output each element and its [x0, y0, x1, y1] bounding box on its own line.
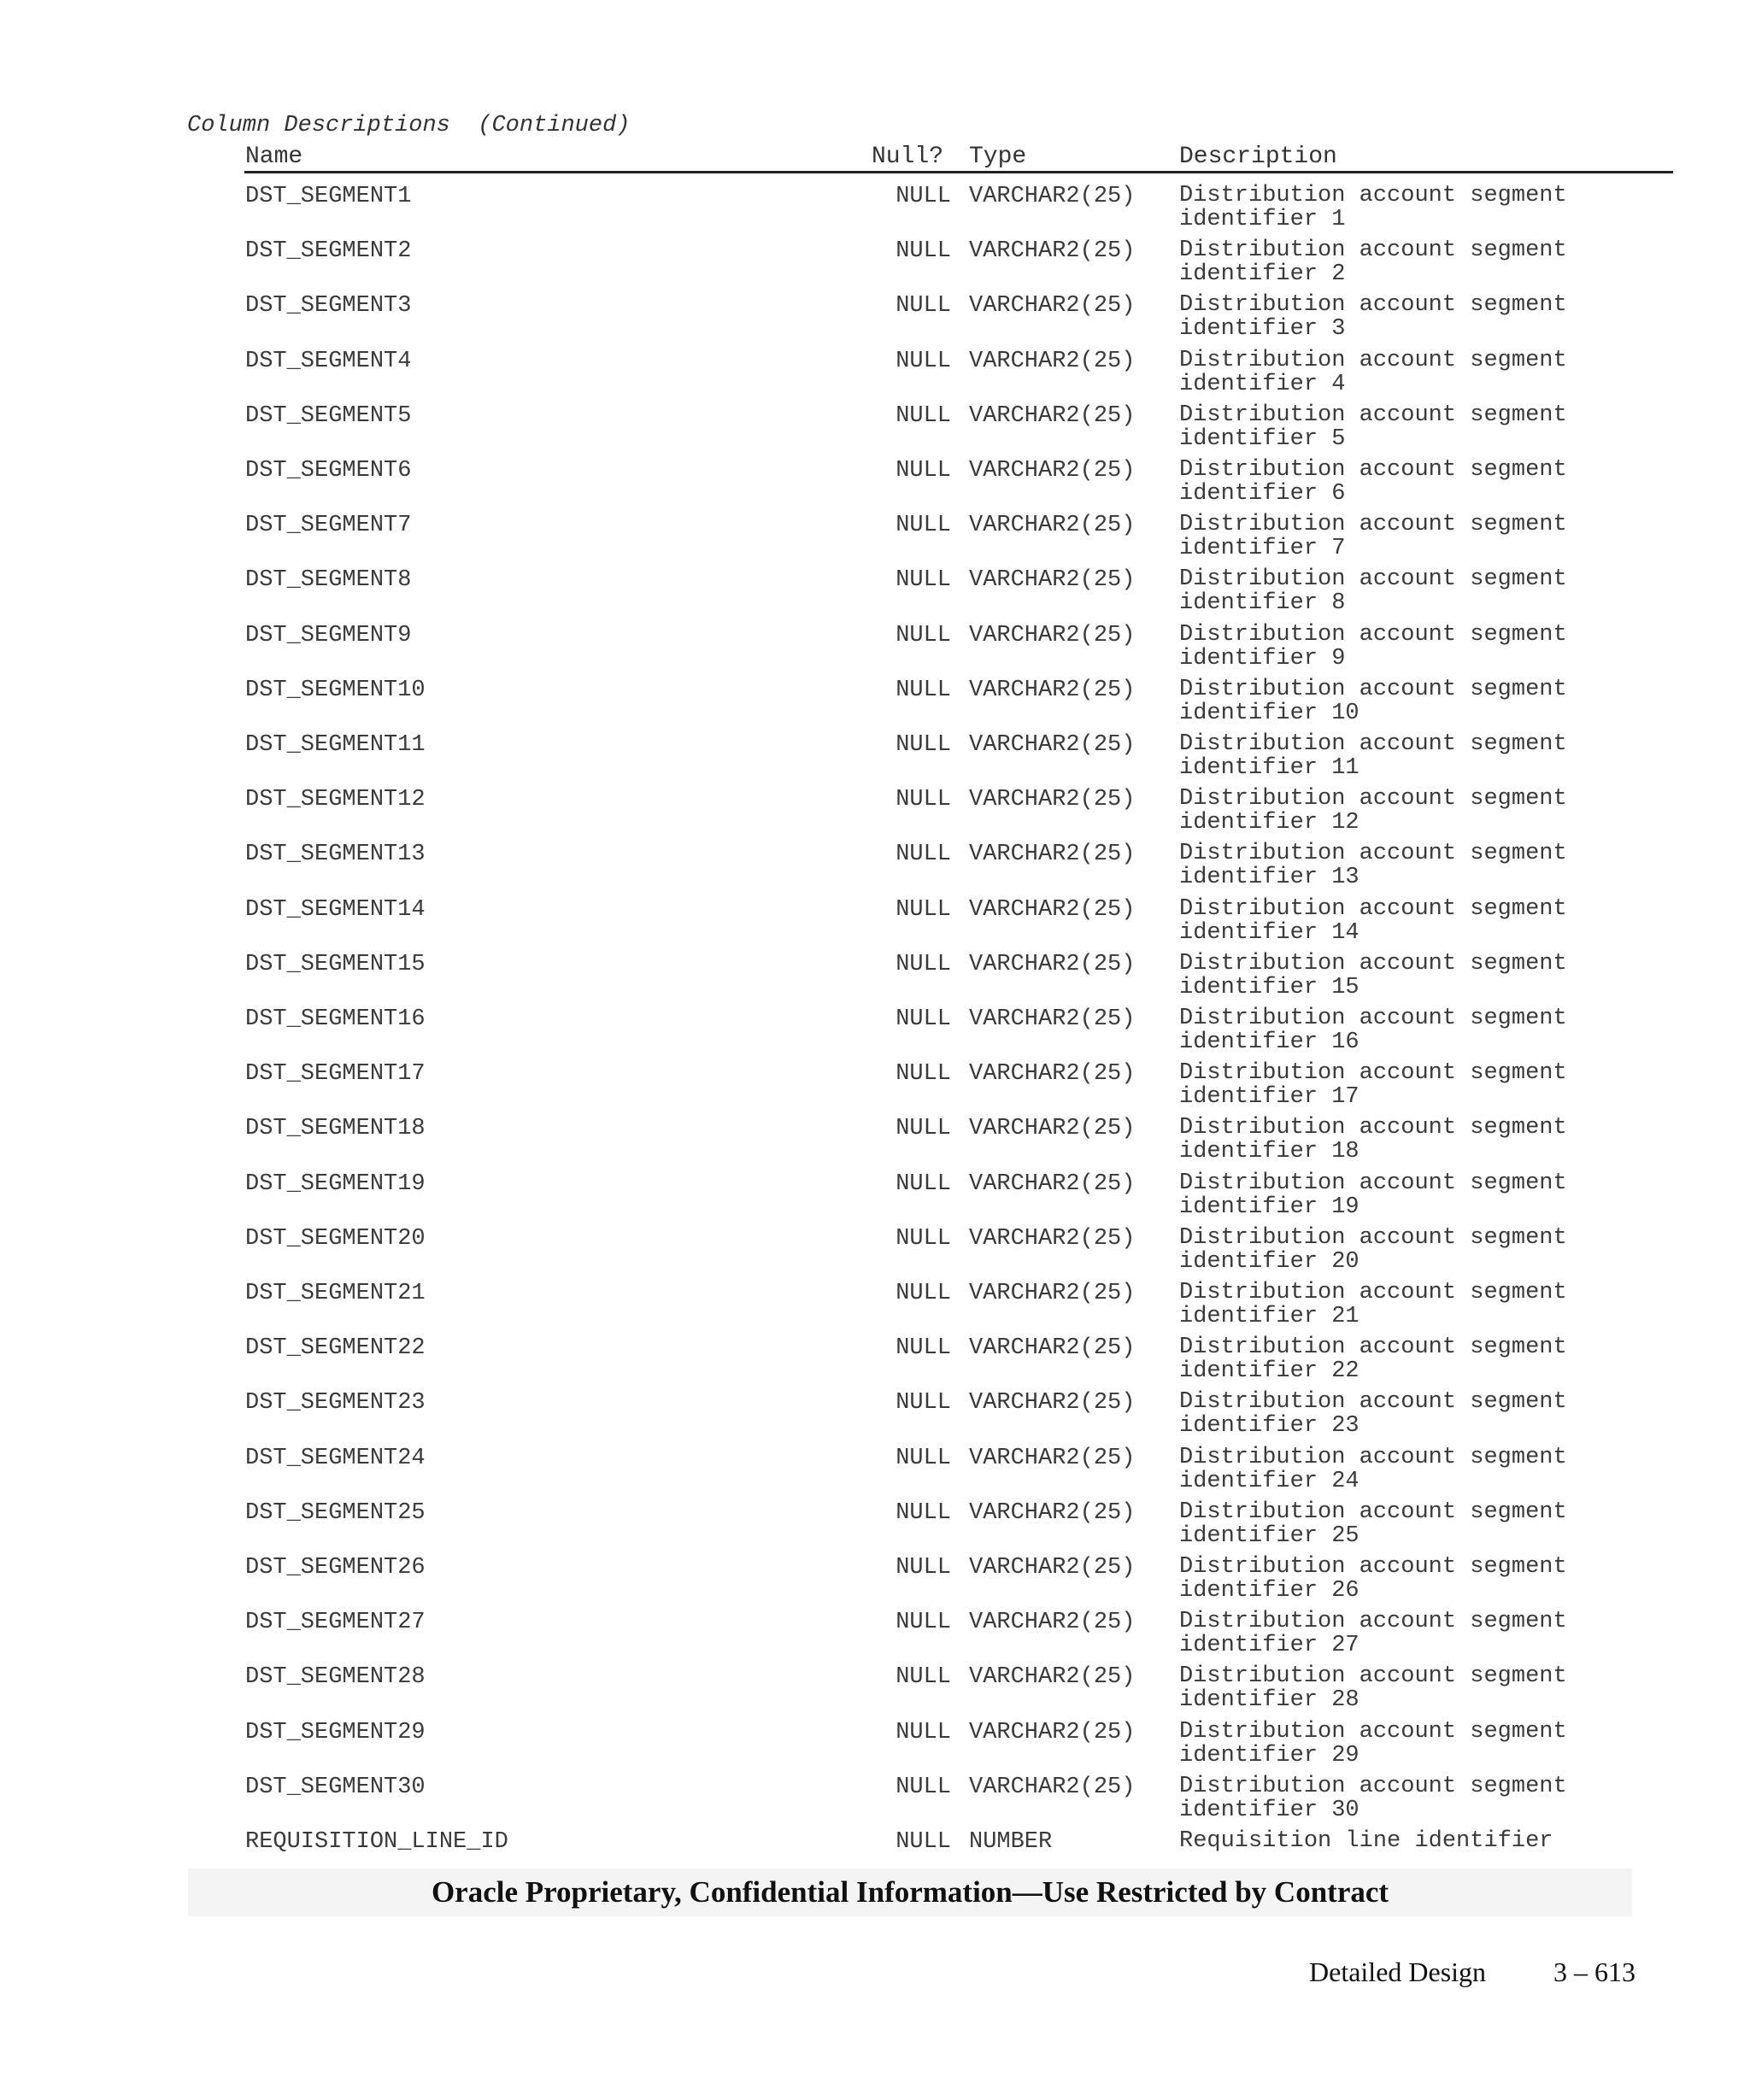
- cell-description: Distribution account segment identifier 15: [1179, 950, 1567, 1000]
- cell-description: Distribution account segment identifier 12: [1179, 786, 1567, 836]
- cell-type: VARCHAR2(25): [969, 348, 1136, 374]
- cell-description: Distribution account segment identifier 13: [1179, 841, 1567, 891]
- cell-name: DST_SEGMENT27: [245, 1610, 426, 1636]
- cell-type: VARCHAR2(25): [969, 951, 1136, 977]
- cell-description: Distribution account segment identifier 27: [1179, 1609, 1567, 1659]
- cell-null: NULL: [896, 1499, 951, 1526]
- cell-name: DST_SEGMENT22: [245, 1335, 426, 1362]
- cell-type: VARCHAR2(25): [969, 1664, 1136, 1691]
- table-row: [0, 349, 1750, 400]
- cell-name: DST_SEGMENT18: [245, 1116, 426, 1142]
- cell-null: NULL: [896, 1664, 951, 1691]
- cell-name: DST_SEGMENT21: [245, 1281, 426, 1306]
- cell-name: DST_SEGMENT4: [245, 348, 412, 374]
- cell-type: VARCHAR2(25): [969, 184, 1136, 209]
- cell-null: NULL: [896, 567, 951, 594]
- cell-name: DST_SEGMENT3: [245, 293, 412, 320]
- table-row: [0, 678, 1750, 729]
- table-row: [0, 1610, 1750, 1661]
- cell-null: NULL: [896, 1225, 951, 1252]
- cell-null: NULL: [896, 1445, 951, 1471]
- cell-null: NULL: [896, 1774, 951, 1800]
- cell-type: VARCHAR2(25): [969, 1061, 1136, 1088]
- cell-description: Distribution account segment identifier 19: [1179, 1170, 1567, 1220]
- cell-description: Distribution account segment identifier 14: [1179, 895, 1567, 946]
- cell-type: VARCHAR2(25): [969, 1719, 1136, 1745]
- cell-type: VARCHAR2(25): [969, 1774, 1136, 1800]
- cell-description: Distribution account segment identifier 7: [1179, 512, 1567, 562]
- table-caption: Column Descriptions (Continued): [187, 113, 631, 138]
- table-row: [0, 1500, 1750, 1552]
- cell-name: DST_SEGMENT8: [245, 567, 412, 594]
- table-row: [0, 567, 1750, 619]
- header-null: Null?: [872, 144, 944, 170]
- cell-type: VARCHAR2(25): [969, 787, 1136, 813]
- cell-name: DST_SEGMENT20: [245, 1225, 426, 1252]
- cell-name: DST_SEGMENT17: [245, 1061, 426, 1088]
- confidentiality-banner: [188, 1868, 1632, 1916]
- cell-type: VARCHAR2(25): [969, 1225, 1136, 1252]
- cell-null: NULL: [896, 1719, 951, 1745]
- cell-null: NULL: [896, 402, 951, 429]
- cell-description: Distribution account segment identifier 24: [1179, 1444, 1567, 1494]
- cell-name: DST_SEGMENT2: [245, 238, 412, 265]
- table-row: [0, 897, 1750, 948]
- cell-type: VARCHAR2(25): [969, 567, 1136, 594]
- cell-null: NULL: [896, 1281, 951, 1306]
- cell-description: Distribution account segment identifier 2: [1179, 238, 1567, 288]
- cell-name: DST_SEGMENT16: [245, 1006, 426, 1032]
- cell-description: Distribution account segment identifier 26: [1179, 1554, 1567, 1604]
- table-row: [0, 1390, 1750, 1441]
- table-row: [0, 293, 1750, 344]
- cell-name: DST_SEGMENT30: [245, 1774, 426, 1800]
- table-row: [0, 458, 1750, 509]
- table-row: [0, 1446, 1750, 1497]
- cell-null: NULL: [896, 1390, 951, 1417]
- cell-null: NULL: [896, 513, 951, 539]
- cell-type: VARCHAR2(25): [969, 622, 1136, 648]
- cell-description: Distribution account segment identifier 11: [1179, 731, 1567, 781]
- cell-null: NULL: [896, 1335, 951, 1362]
- cell-null: NULL: [896, 184, 951, 209]
- table-row: [0, 1335, 1750, 1387]
- cell-name: DST_SEGMENT26: [245, 1555, 426, 1581]
- cell-null: NULL: [896, 238, 951, 265]
- cell-name: DST_SEGMENT5: [245, 402, 412, 429]
- cell-null: NULL: [896, 896, 951, 923]
- cell-type: VARCHAR2(25): [969, 1610, 1136, 1636]
- cell-name: REQUISITION_LINE_ID: [245, 1829, 508, 1855]
- cell-null: NULL: [896, 787, 951, 813]
- cell-name: DST_SEGMENT15: [245, 951, 426, 977]
- cell-type: VARCHAR2(25): [969, 402, 1136, 429]
- cell-description: Distribution account segment identifier 17: [1179, 1060, 1567, 1111]
- table-row: [0, 787, 1750, 838]
- cell-type: VARCHAR2(25): [969, 1006, 1136, 1032]
- footer-page-number: 3 – 613: [1553, 1956, 1635, 1987]
- header-rule: [244, 171, 1673, 173]
- cell-null: NULL: [896, 951, 951, 977]
- cell-type: VARCHAR2(25): [969, 896, 1136, 923]
- cell-description: Distribution account segment identifier 21: [1179, 1280, 1567, 1329]
- cell-type: VARCHAR2(25): [969, 1445, 1136, 1471]
- table-row: [0, 732, 1750, 783]
- cell-null: NULL: [896, 348, 951, 374]
- table-row: [0, 842, 1750, 893]
- cell-description: Distribution account segment identifier 9: [1179, 621, 1567, 672]
- cell-null: NULL: [896, 458, 951, 484]
- cell-name: DST_SEGMENT28: [245, 1664, 426, 1691]
- cell-type: VARCHAR2(25): [969, 513, 1136, 539]
- header-name: Name: [245, 144, 303, 170]
- cell-null: NULL: [896, 293, 951, 320]
- cell-description: Distribution account segment identifier 25: [1179, 1499, 1567, 1549]
- cell-name: DST_SEGMENT12: [245, 787, 426, 813]
- table-row: [0, 952, 1750, 1003]
- cell-null: NULL: [896, 1829, 951, 1855]
- cell-type: VARCHAR2(25): [969, 1116, 1136, 1142]
- cell-name: DST_SEGMENT1: [245, 184, 412, 209]
- table-row: [0, 513, 1750, 564]
- cell-null: NULL: [896, 622, 951, 648]
- cell-name: DST_SEGMENT24: [245, 1445, 426, 1471]
- table-row: [0, 623, 1750, 674]
- cell-type: NUMBER: [969, 1829, 1053, 1855]
- table-row: [0, 1061, 1750, 1112]
- cell-null: NULL: [896, 1061, 951, 1088]
- cell-type: VARCHAR2(25): [969, 1335, 1136, 1362]
- table-row: [0, 403, 1750, 455]
- cell-type: VARCHAR2(25): [969, 458, 1136, 484]
- cell-type: VARCHAR2(25): [969, 1499, 1136, 1526]
- cell-type: VARCHAR2(25): [969, 1390, 1136, 1417]
- cell-description: Distribution account segment identifier 3: [1179, 292, 1567, 343]
- cell-description: Distribution account segment identifier 29: [1179, 1718, 1567, 1769]
- cell-null: NULL: [896, 1555, 951, 1581]
- table-row: [0, 184, 1750, 235]
- header-description: Description: [1179, 144, 1337, 170]
- cell-description: Distribution account segment identifier 5: [1179, 402, 1567, 452]
- confidentiality-text: Oracle Proprietary, Confidential Information––Use Restricted by Contract: [431, 1875, 1389, 1909]
- cell-name: DST_SEGMENT29: [245, 1719, 426, 1745]
- cell-type: VARCHAR2(25): [969, 1281, 1136, 1306]
- table-row: [0, 1171, 1750, 1223]
- cell-name: DST_SEGMENT9: [245, 622, 412, 648]
- cell-name: DST_SEGMENT14: [245, 896, 426, 923]
- cell-description: Distribution account segment identifier 30: [1179, 1773, 1567, 1823]
- cell-type: VARCHAR2(25): [969, 732, 1136, 758]
- cell-name: DST_SEGMENT19: [245, 1170, 426, 1197]
- cell-type: VARCHAR2(25): [969, 293, 1136, 320]
- cell-name: DST_SEGMENT23: [245, 1390, 426, 1417]
- footer-section-title: Detailed Design: [1309, 1956, 1487, 1987]
- cell-description: Distribution account segment identifier 4: [1179, 347, 1567, 397]
- cell-null: NULL: [896, 1116, 951, 1142]
- cell-name: DST_SEGMENT7: [245, 513, 412, 539]
- cell-null: NULL: [896, 842, 951, 868]
- cell-description: Distribution account segment identifier 10: [1179, 676, 1567, 726]
- cell-null: NULL: [896, 732, 951, 758]
- cell-type: VARCHAR2(25): [969, 677, 1136, 703]
- cell-description: Distribution account segment identifier 8: [1179, 566, 1567, 617]
- cell-null: NULL: [896, 1006, 951, 1032]
- cell-type: VARCHAR2(25): [969, 1170, 1136, 1197]
- table-row: [0, 238, 1750, 290]
- table-row: [0, 1006, 1750, 1058]
- cell-type: VARCHAR2(25): [969, 842, 1136, 868]
- cell-name: DST_SEGMENT13: [245, 842, 426, 868]
- cell-name: DST_SEGMENT25: [245, 1499, 426, 1526]
- cell-name: DST_SEGMENT10: [245, 677, 426, 703]
- cell-description: Distribution account segment identifier 16: [1179, 1006, 1567, 1055]
- table-row: [0, 1664, 1750, 1716]
- cell-type: VARCHAR2(25): [969, 238, 1136, 265]
- table-row: [0, 1281, 1750, 1332]
- cell-description: Distribution account segment identifier 23: [1179, 1389, 1567, 1440]
- cell-description: Distribution account segment identifier 20: [1179, 1224, 1567, 1275]
- cell-null: NULL: [896, 1610, 951, 1636]
- table-row: [0, 1116, 1750, 1167]
- cell-null: NULL: [896, 677, 951, 703]
- cell-description: Distribution account segment identifier 1: [1179, 183, 1567, 232]
- cell-description: Distribution account segment identifier 28: [1179, 1663, 1567, 1714]
- cell-description: Requisition line identifier: [1179, 1828, 1553, 1854]
- table-row: [0, 1226, 1750, 1277]
- cell-type: VARCHAR2(25): [969, 1555, 1136, 1581]
- table-row: [0, 1720, 1750, 1771]
- cell-description: Distribution account segment identifier 22: [1179, 1334, 1567, 1385]
- header-type: Type: [969, 144, 1027, 170]
- cell-description: Distribution account segment identifier 18: [1179, 1115, 1567, 1165]
- cell-name: DST_SEGMENT6: [245, 458, 412, 484]
- table-row: [0, 1774, 1750, 1826]
- cell-description: Distribution account segment identifier 6: [1179, 457, 1567, 507]
- cell-null: NULL: [896, 1170, 951, 1197]
- cell-name: DST_SEGMENT11: [245, 732, 426, 758]
- table-row: [0, 1555, 1750, 1606]
